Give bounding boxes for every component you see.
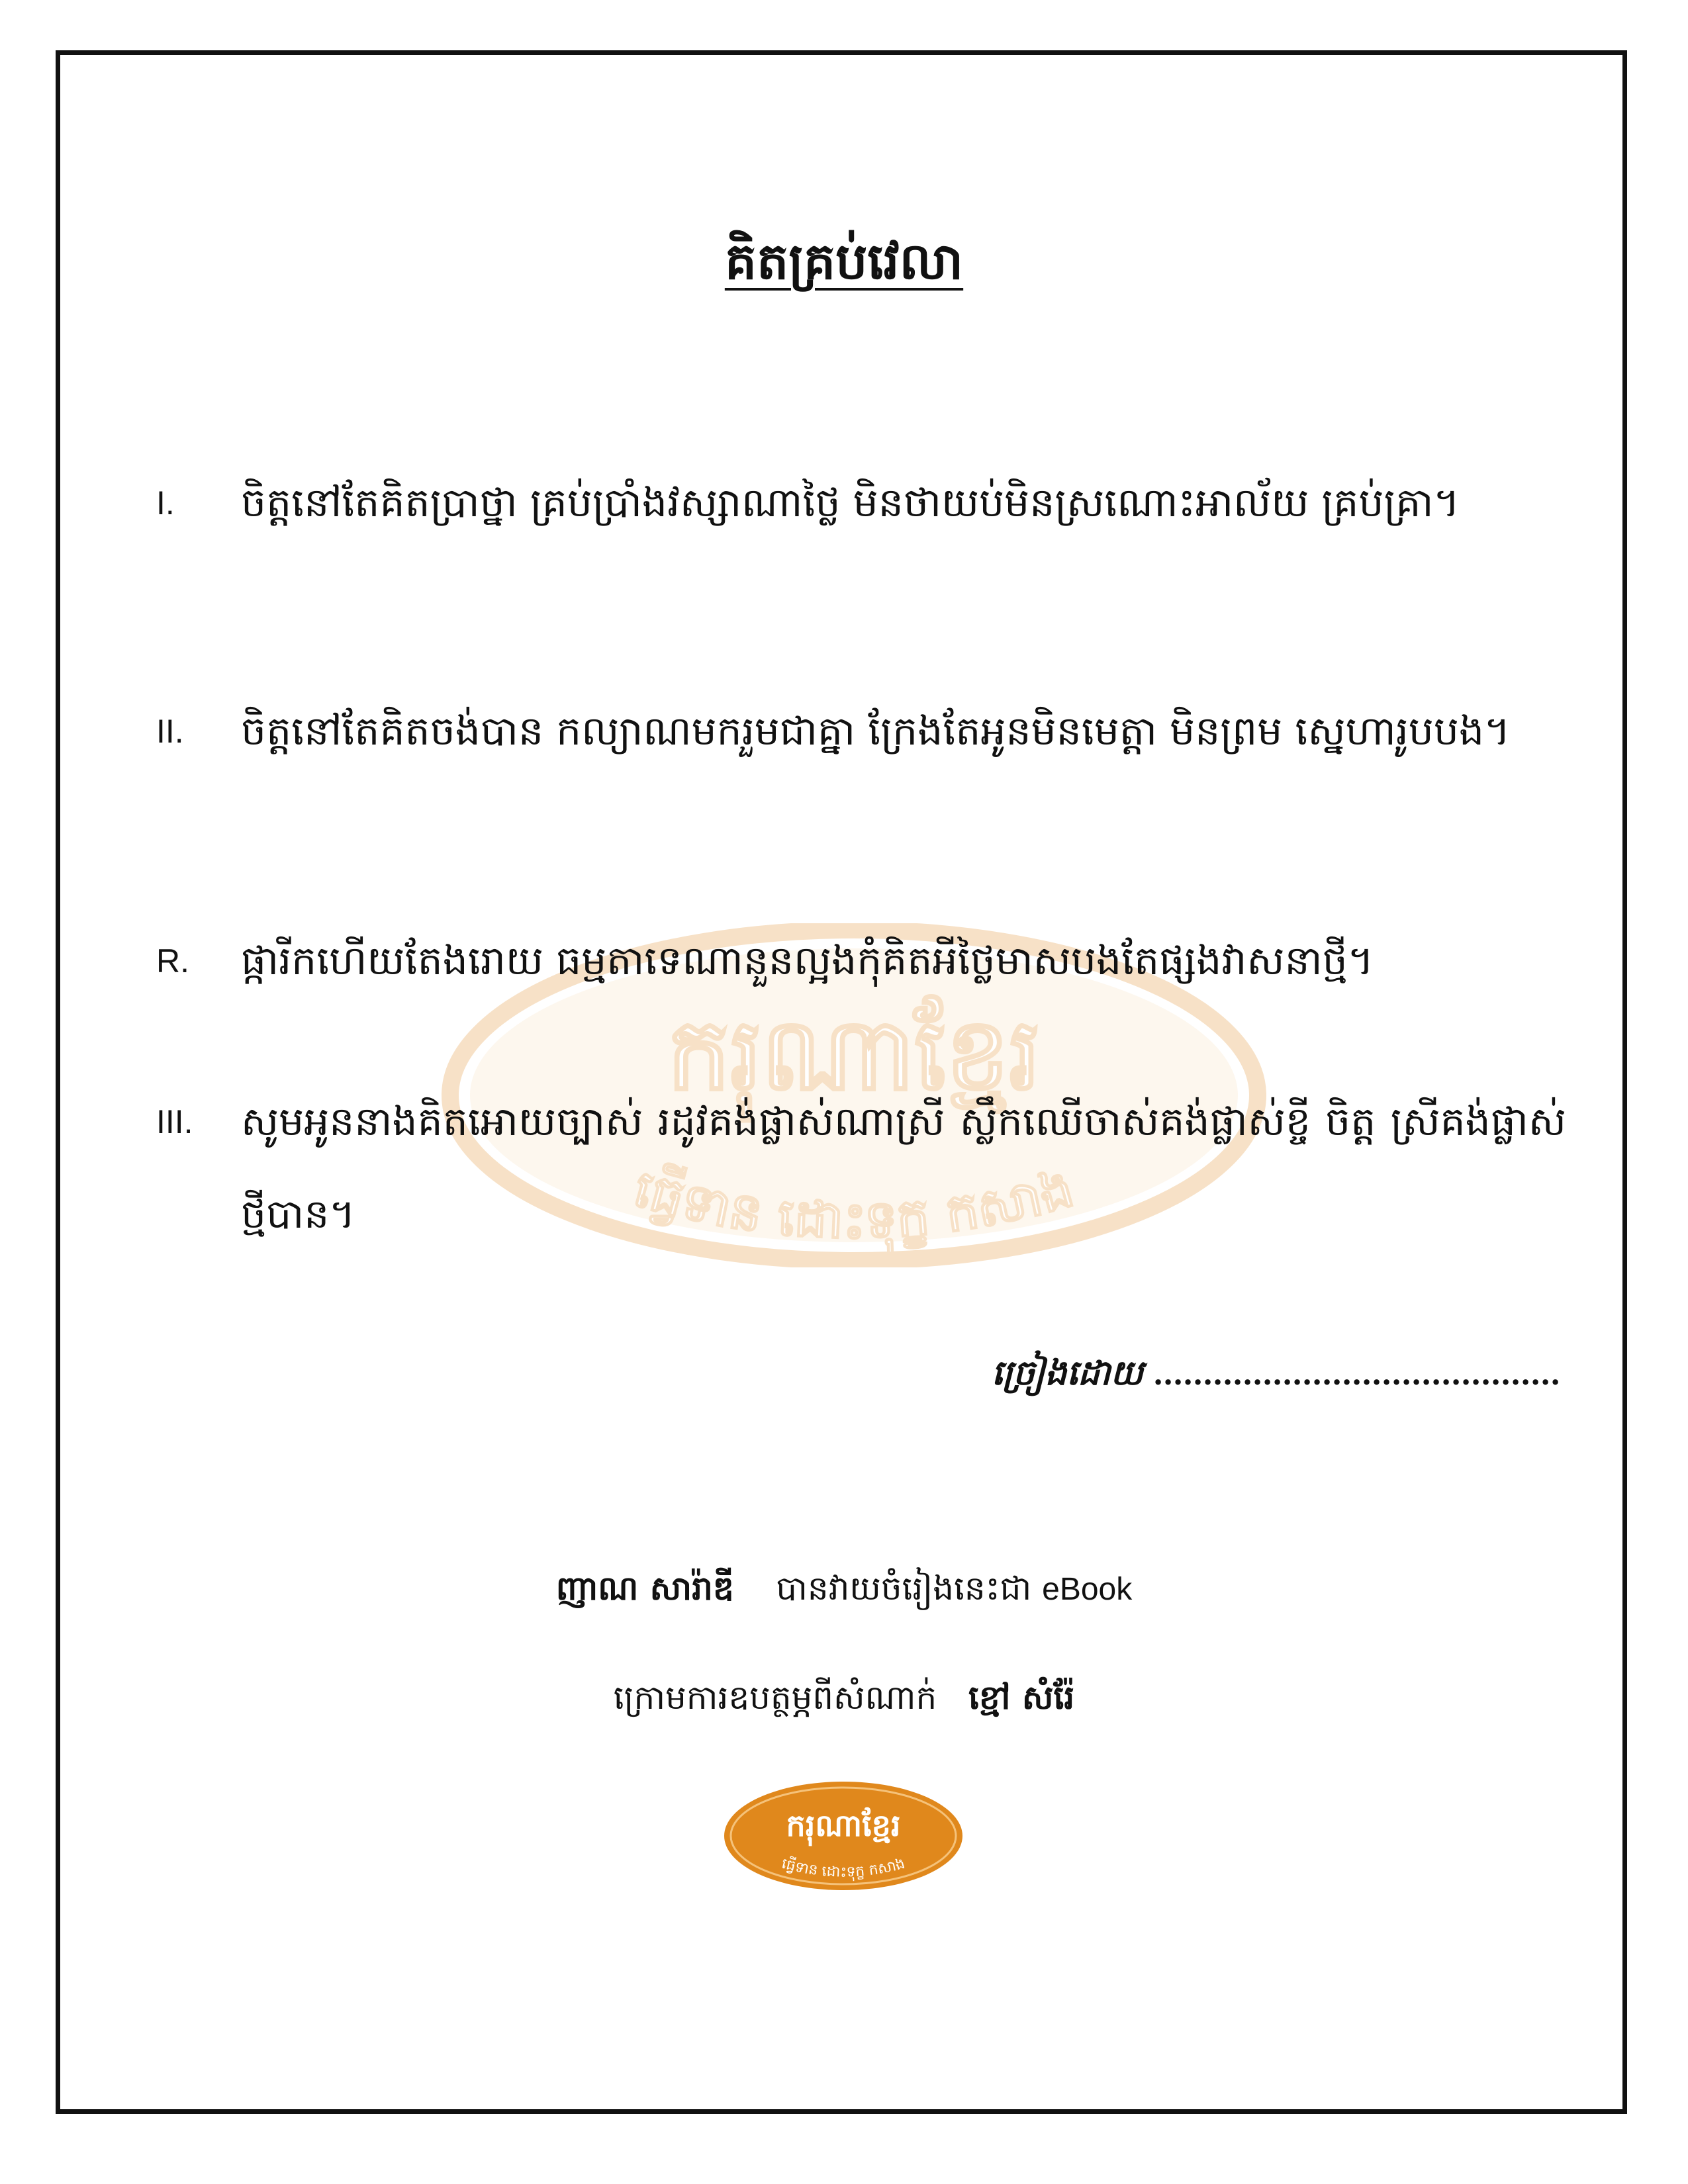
sponsor-credit bbox=[0, 1668, 1688, 1727]
verse-number: I. bbox=[156, 484, 175, 522]
sponsor-name: ខ្មៅ សំរ៉ែ bbox=[968, 1678, 1075, 1717]
verse-2 bbox=[156, 685, 1566, 778]
typist-text: បានវាយចំរៀងនេះជា bbox=[776, 1569, 1032, 1608]
karuna-khmer-logo bbox=[722, 1779, 965, 1893]
logo-sub-text: ធ្វើទាន ដោះទុក្ខ កសាង bbox=[780, 1855, 907, 1881]
ebook-label: eBook bbox=[1042, 1572, 1133, 1607]
verse-number: III. bbox=[156, 1103, 193, 1140]
verse-number: II. bbox=[156, 713, 184, 750]
singer-label: ច្រៀងដោយ bbox=[991, 1353, 1143, 1393]
verse-3 bbox=[156, 1075, 1566, 1261]
typist-credit bbox=[0, 1559, 1688, 1619]
verse-text: ចិត្តនៅតែគិតចង់បាន កល្យាណមករួមជាគ្នា ក្រែងតែអូនមិនមេត្តា មិនព្រម ស្នេហារូបបង។ bbox=[241, 708, 1511, 754]
sponsor-text: ក្រោមការឧបត្ថម្ភពីសំណាក់ bbox=[613, 1678, 937, 1717]
verse-text: ចិត្តនៅតែគិតប្រាថ្នា គ្រប់ប្រាំងវស្សាណាថ្លៃ មិនថាយប់មិនស្រណោះអាល័យ គ្រប់គ្រា។ bbox=[241, 480, 1460, 526]
singer-blank: ......................................... bbox=[1155, 1355, 1562, 1392]
singer-signature-line bbox=[992, 1343, 1562, 1404]
verse-text: ផ្ការីកហើយតែងរោយ ធម្មតាទេណានួនល្អងកុំគិតអីថ្លៃមាសបងតែផ្សងវាសនាថ្មី។ bbox=[241, 938, 1374, 984]
verse-text: សូមអូននាងគិតអោយច្បាស់ រដូវគង់ផ្លាស់ណាស្រី ស្លឹកឈើចាស់គង់ផ្លាស់ខ្ចី ចិត្ត ស្រីគង់ផ្លាស់ថ្មីបាន។ bbox=[241, 1099, 1566, 1238]
typist-name: ញាណ សារ៉ាឌី bbox=[555, 1569, 734, 1608]
page-title bbox=[0, 225, 1688, 298]
verse-1 bbox=[156, 457, 1566, 549]
verse-refrain bbox=[156, 915, 1566, 1007]
title-text: គិតគ្រប់វេលា bbox=[724, 232, 964, 291]
verse-number: R. bbox=[156, 942, 189, 979]
watermark-main-text: ករុណាខ្មែរ bbox=[667, 996, 1041, 1113]
watermark-sub-text: ធ្វើទាន ដោះទុក្ខ កសាង bbox=[628, 1159, 1080, 1251]
logo-main-text: ករុណាខ្មែរ bbox=[786, 1807, 901, 1843]
